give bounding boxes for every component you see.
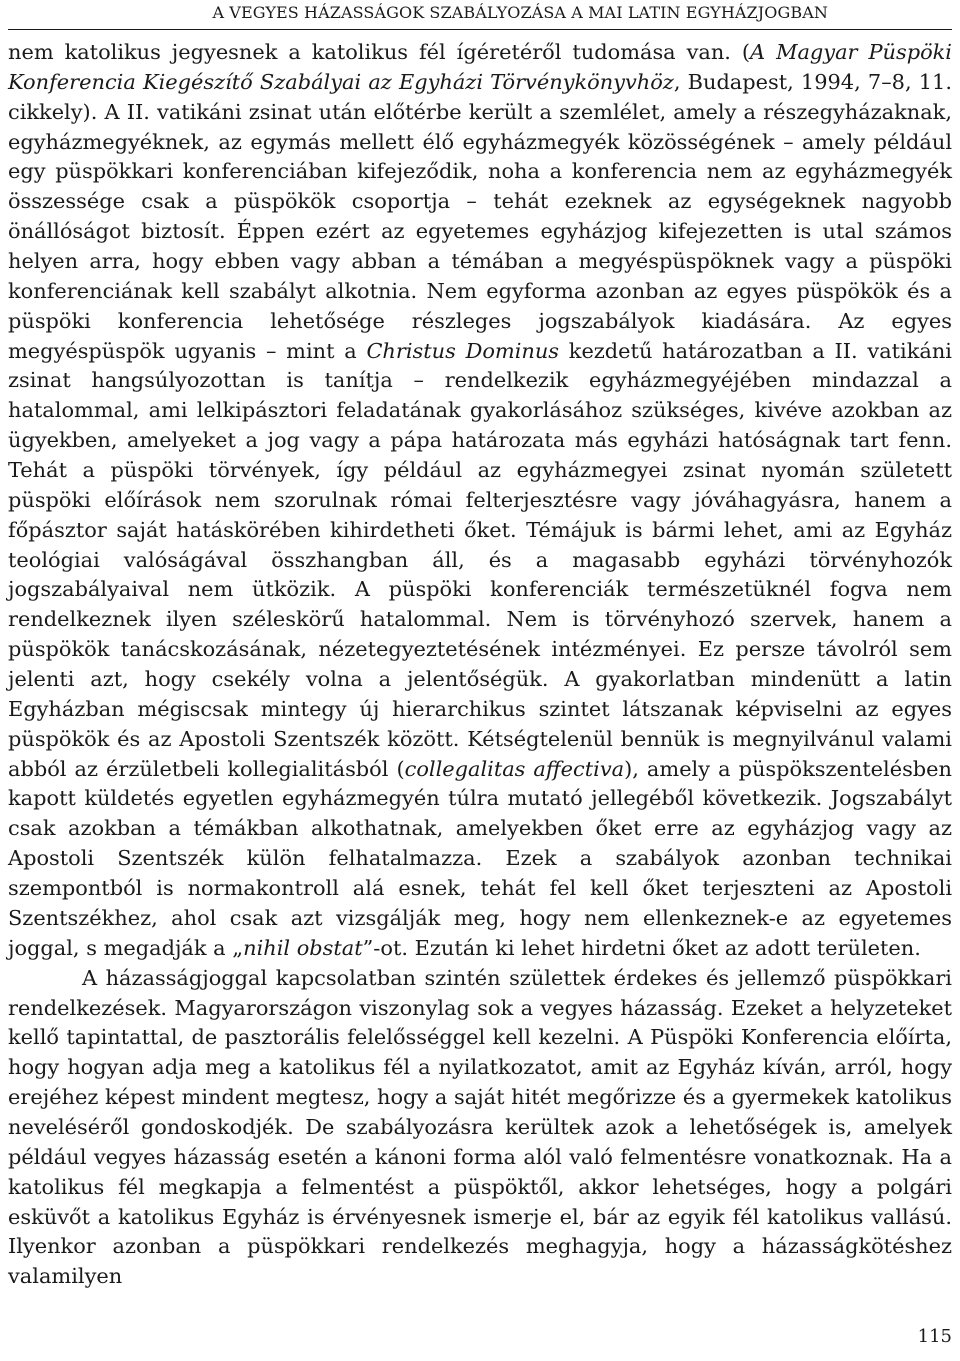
paragraph-1-text-d: ), amely a püspökszentelésben kapott küldetés egyetlen egyházmegyén túlra mutató jellegéből következik. Jogszabályt csak azokban a témákban alkothatnak, amelyekben őket erre az egyházjog vagy az Apostoli Szentszék külön felhatalmazza. Ezek a szabályok azonban technikai szempontból is normakontroll alá esnek, tehát fel kell őket terjeszteni az Apostoli Szentszékhez, ahol csak azt vizsgálják meg, hogy nem ellenkeznek-e az egyetemes joggal, s megadják a „ [8, 756, 952, 960]
citation-title: A Magyar Püspöki Konferencia Kiegészítő Szabályai az Egyházi Törvénykönyvhöz [8, 40, 952, 94]
running-header: A VEGYES HÁZASSÁGOK SZABÁLYOZÁSA A MAI LATIN EGYHÁZJOGBAN [212, 3, 828, 22]
decree-title: Christus Dominus [366, 338, 560, 363]
paragraph-1-text-b: , Budapest, 1994, 7–8, 11. cikkely). A II. vatikáni zsinat után előtérbe került a szemlélet, amely a részegyházaknak, egyházmegyéknek, az egymás mellett élő egyházmegyék közösségének – amely például egy püspökkari konferenciában kifejeződik, noha a konferencia nem az egyházmegyék összessége csak a püspökök csoportja – tehát ezeknek az egységeknek nagyobb önállóságot biztosít. Éppen ezért az egyetemes egyházjog kifejezetten is utal számos helyen arra, hogy ebben vagy abban a témában a megyéspüspöknek vagy a püspöki konferenciának kell szabályt alkotnia. Nem egyforma azonban az egyes püspökök és a püspöki konferencia lehetősége részleges jogszabályok kiadására. Az egyes megyéspüspök ugyanis – mint a [8, 69, 952, 363]
page-number: 115 [917, 1326, 952, 1347]
paragraph-1-text-e: ”-ot. Ezután ki lehet hirdetni őket az adott területen. [362, 935, 921, 960]
header-divider [8, 29, 952, 30]
document-page [8, 0, 952, 1361]
latin-term-collegialitas: collegalitas affectiva [404, 756, 625, 781]
paragraph-1-text-a: nem katolikus jegyesnek a katolikus fél ígéretéről tudomása van. ( [8, 40, 751, 64]
paragraph-2: A házasságjoggal kapcsolatban szintén születtek érdekes és jellemző püspökkari rendelkezések. Magyarországon viszonylag sok a vegyes házasság. Ezeket a helyzeteket kellő tapintattal, de pasztorális felelősséggel kell kezelni. A Püspöki Konferencia előírta, hogy hogyan adja meg a katolikus fél a nyilatkozatot, amit az Egyház kíván, arról, hogy erejéhez képest mindent megtesz, hogy a saját hitét megőrizze és a gyermekek katolikus neveléséről gondoskodjék. De szabályozásra kerültek azok a lehetőségek is, amelyek például vegyes házasság esetén a kánoni forma alól való felmentésre vonatkoznak. Ha a katolikus fél megkapja a felmentést a püspöktől, akkor lehetséges, hogy a polgári esküvőt a katolikus Egyház is érvényesnek ismerje el, bár az egyik fél katolikus vallású. Ilyenkor azonban a püspökkari rendelkezés meghagyja, hogy a házasságkötéshez valamilyen [8, 965, 952, 1289]
body-text [8, 38, 952, 1292]
latin-term-nihil-obstat: nihil obstat [243, 935, 363, 960]
paragraph-1 [8, 38, 952, 964]
paragraph-1-text-c: kezdetű határozatban a II. vatikáni zsinat hangsúlyozottan is tanítja – rendelkezik egyházmegyéjében mindazzal a hatalommal, ami lelkipásztori feladatának gyakorlásához szükséges, kivéve azokban az ügyekben, amelyeket a jog vagy a pápa határozata más egyházi hatóságnak tart fenn. Tehát a püspöki törvények, így például az egyházmegyei zsinat nyomán született püspöki előírások nem szorulnak római felterjesztésre vagy jóváhagyásra, hanem a főpásztor saját hatáskörében kihirdetheti őket. Témájuk is bármi lehet, ami az Egyház teológiai valóságával összhangban áll, és a magasabb egyházi törvényhozók jogszabályaival nem ütközik. A püspöki konferenciák természetüknél fogva nem rendelkeznek ilyen széleskörű hatalommal. Nem is törvényhozó szervek, hanem a püspökök tanácskozásának, nézetegyeztetésének intézményei. Ez persze távolról sem jelenti azt, hogy csekély volna a jelentőségük. A gyakorlatban mindenütt a latin Egyházban mégiscsak mintegy új hierarchikus szintet látszanak képviselni az egyes püspökök és az Apostoli Szentszék között. Kétségtelenül bennük is megnyilvánul valami abból az érzületbeli kollegialitásból ( [8, 338, 952, 781]
